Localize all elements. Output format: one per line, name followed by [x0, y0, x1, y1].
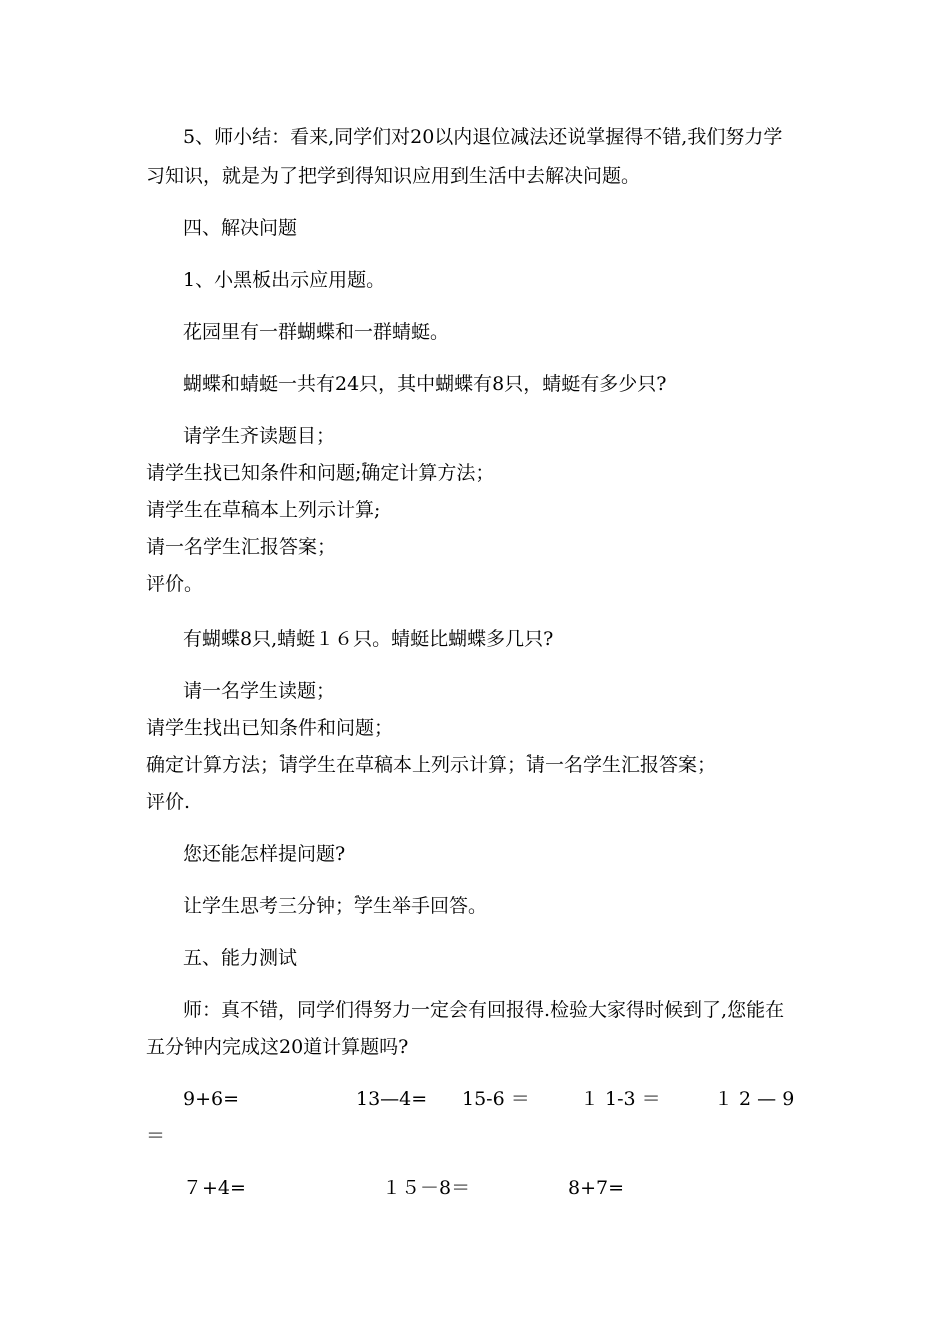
equation: 9+6= [183, 1088, 240, 1110]
instruction-read: 请学生齐读题目； [183, 425, 336, 447]
equation: ７+4= [183, 1177, 246, 1199]
equation: １ 2 — 9 [714, 1088, 795, 1110]
equation-wrap: ＝ [146, 1125, 166, 1147]
teacher-line2: 五分钟内完成这20道计算题吗? [146, 1036, 409, 1058]
paragraph-summary-line1: 5、师小结：看来,同学们对20以内退位减法还说掌握得不错,我们努力学 [183, 126, 783, 148]
problem-line1: 花园里有一群蝴蝶和一群蜻蜓。 [183, 321, 450, 343]
equation: １ 1-3 ＝ [580, 1088, 661, 1110]
equation: 15-6 ＝ [462, 1088, 530, 1110]
teacher-line1: 师：真不错，同学们得努力一定会有回报得.检验大家得时候到了,您能在 [183, 999, 785, 1021]
instruction-calc: 请学生在草稿本上列示计算; [146, 499, 381, 521]
instruction2-steps: 确定计算方法；ؐ请学生在草稿本上列示计算；ؐ请一名学生汇报答案； [146, 754, 717, 776]
step-1: 1、小黑板出示应用题。 [183, 269, 386, 291]
equation: １５－8＝ [382, 1177, 471, 1199]
problem-line2: 蝴蝶和蜻蜓一共有24只，其中蝴蝶有8只，蜻蜓有多少只? [183, 373, 667, 395]
student-think: 让学生思考三分钟；ؐ学生举手回答。 [183, 895, 488, 917]
equation: 8+7= [568, 1177, 625, 1199]
instruction-evaluate: 评价。 [146, 573, 204, 595]
instruction2-find: 请学生找出已知条件和问题； [146, 717, 394, 739]
problem-2: 有蝴蝶8只,蜻蜓１６只。蜻蜓比蝴蝶多几只? [183, 628, 554, 650]
instruction2-read: 请一名学生读题； [183, 680, 336, 702]
instruction-report: 请一名学生汇报答案； [146, 536, 337, 558]
section-heading-5: 五、能力测试 [183, 947, 298, 969]
equation: 13—4= [356, 1088, 428, 1110]
question-more: 您还能怎样提问题? [183, 843, 346, 865]
section-heading-4: 四、解决问题 [183, 217, 298, 239]
instruction2-evaluate: 评价. [146, 791, 191, 813]
paragraph-summary-line2: 习知识，就是为了把学到得知识应用到生活中去解决问题。 [146, 165, 641, 187]
instruction-find: 请学生找已知条件和问题;ؐ确定计算方法； [146, 462, 495, 484]
